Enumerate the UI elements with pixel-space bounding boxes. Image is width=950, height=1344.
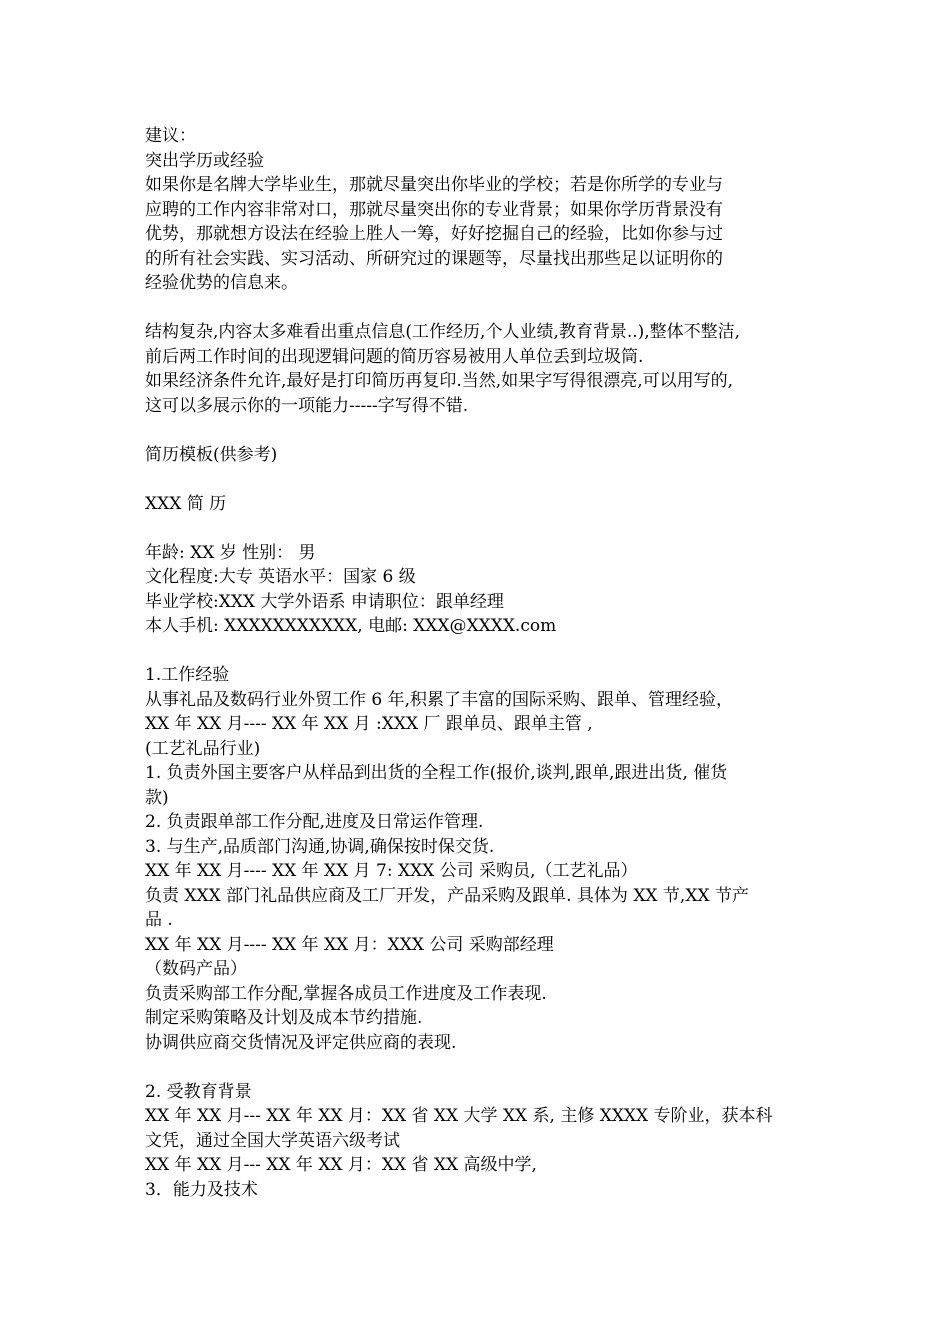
work-line: XX 年 XX 月---- XX 年 XX 月 :XXX 厂 跟单员、跟单主管 , [145,714,593,734]
template-title: 简历模板(供参考) [145,444,278,465]
paragraph-line: 优势，那就想方设法在经验上胜人一筹，好好挖掘自己的经验，比如你参与过 [145,224,723,244]
resume-title: XXX 简 历 [145,493,227,514]
work-line: 1. 负责外国主要客户从样品到出货的全程工作(报价,谈判,跟单,跟进出货, 催货 [145,763,728,783]
paragraph-line: 应聘的工作内容非常对口，那就尽量突出你的专业背景；如果你学历背景没有 [145,199,723,220]
education-line: 文凭，通过全国大学英语六级考试 [145,1130,400,1151]
work-line: （数码产品） [145,959,247,979]
work-line: 3. 与生产,品质部门沟通,协调,确保按时保交货. [145,836,495,857]
work-line: XX 年 XX 月---- XX 年 XX 月：XXX 公司 采购部经理 [145,934,554,955]
paragraph-line: 经验优势的信息来。 [145,273,298,293]
advice-heading: 建议： [145,126,196,146]
advice-subheading: 突出学历或经验 [145,150,264,171]
paragraph-line: 如果经济条件允许,最好是打印简历再复印.当然,如果字写得很漂亮,可以用写的, [145,371,734,391]
education-line: XX 年 XX 月--- XX 年 XX 月：XX 省 XX 大学 XX 系, 主修 XXXX 专阶业，获本科 [145,1106,773,1126]
paragraph-line: 结构复杂,内容太多难看出重点信息(工作经历,个人业绩,教育背景..),整体不整洁, [145,322,741,342]
info-line: 文化程度:大专 英语水平：国家 6 级 [145,567,416,587]
info-line: 毕业学校:XXX 大学外语系 申请职位：跟单经理 [145,591,504,612]
work-line: 款) [145,787,169,808]
work-line: XX 年 XX 月---- XX 年 XX 月 7: XXX 公司 采购员,（工艺礼品） [145,861,638,881]
skills-heading: 3．能力及技术 [145,1179,258,1200]
paragraph-line: 如果你是名牌大学毕业生，那就尽量突出你毕业的学校；若是你所学的专业与 [145,175,723,195]
advice-paragraph-2 [145,320,815,418]
education-line: XX 年 XX 月--- XX 年 XX 月：XX 省 XX 高级中学, [145,1155,537,1175]
work-line: 负责采购部工作分配,掌握各成员工作进度及工作表现. [145,983,547,1004]
info-line: 本人手机: XXXXXXXXXXX, 电邮: XXX@XXXX.com [145,616,557,636]
info-line: 年龄: XX 岁 性别： 男 [145,542,316,563]
work-line: 从事礼品及数码行业外贸工作 6 年,积累了丰富的国际采购、跟单、管理经验， [145,689,734,710]
work-line: 制定采购策略及计划及成本节约措施. [145,1008,423,1028]
work-line: (工艺礼品行业) [145,738,261,759]
work-line: 协调供应商交货情况及评定供应商的表现. [145,1032,457,1053]
work-line: 2. 负责跟单部工作分配,进度及日常运作管理. [145,812,484,832]
advice-paragraph-1 [145,173,815,296]
paragraph-line: 这可以多展示你的一项能力-----字写得不错. [145,395,469,416]
personal-info [145,541,815,639]
document-page [145,124,815,1202]
education-heading: 2. 受教育背景 [145,1081,252,1102]
paragraph-line: 的所有社会实践、实习活动、所研究过的课题等，尽量找出那些足以证明你的 [145,248,723,269]
paragraph-line: 前后两工作时间的出现逻辑问题的简历容易被用人单位丢到垃圾筒. [145,346,644,367]
work-experience-section [145,663,815,1055]
work-line: 负责 XXX 部门礼品供应商及工厂开发，产品采购及跟单. 具体为 XX 节,XX 节产 [145,885,749,906]
work-line: 品 . [145,910,173,930]
work-heading: 1.工作经验 [145,665,230,685]
education-section [145,1080,815,1178]
